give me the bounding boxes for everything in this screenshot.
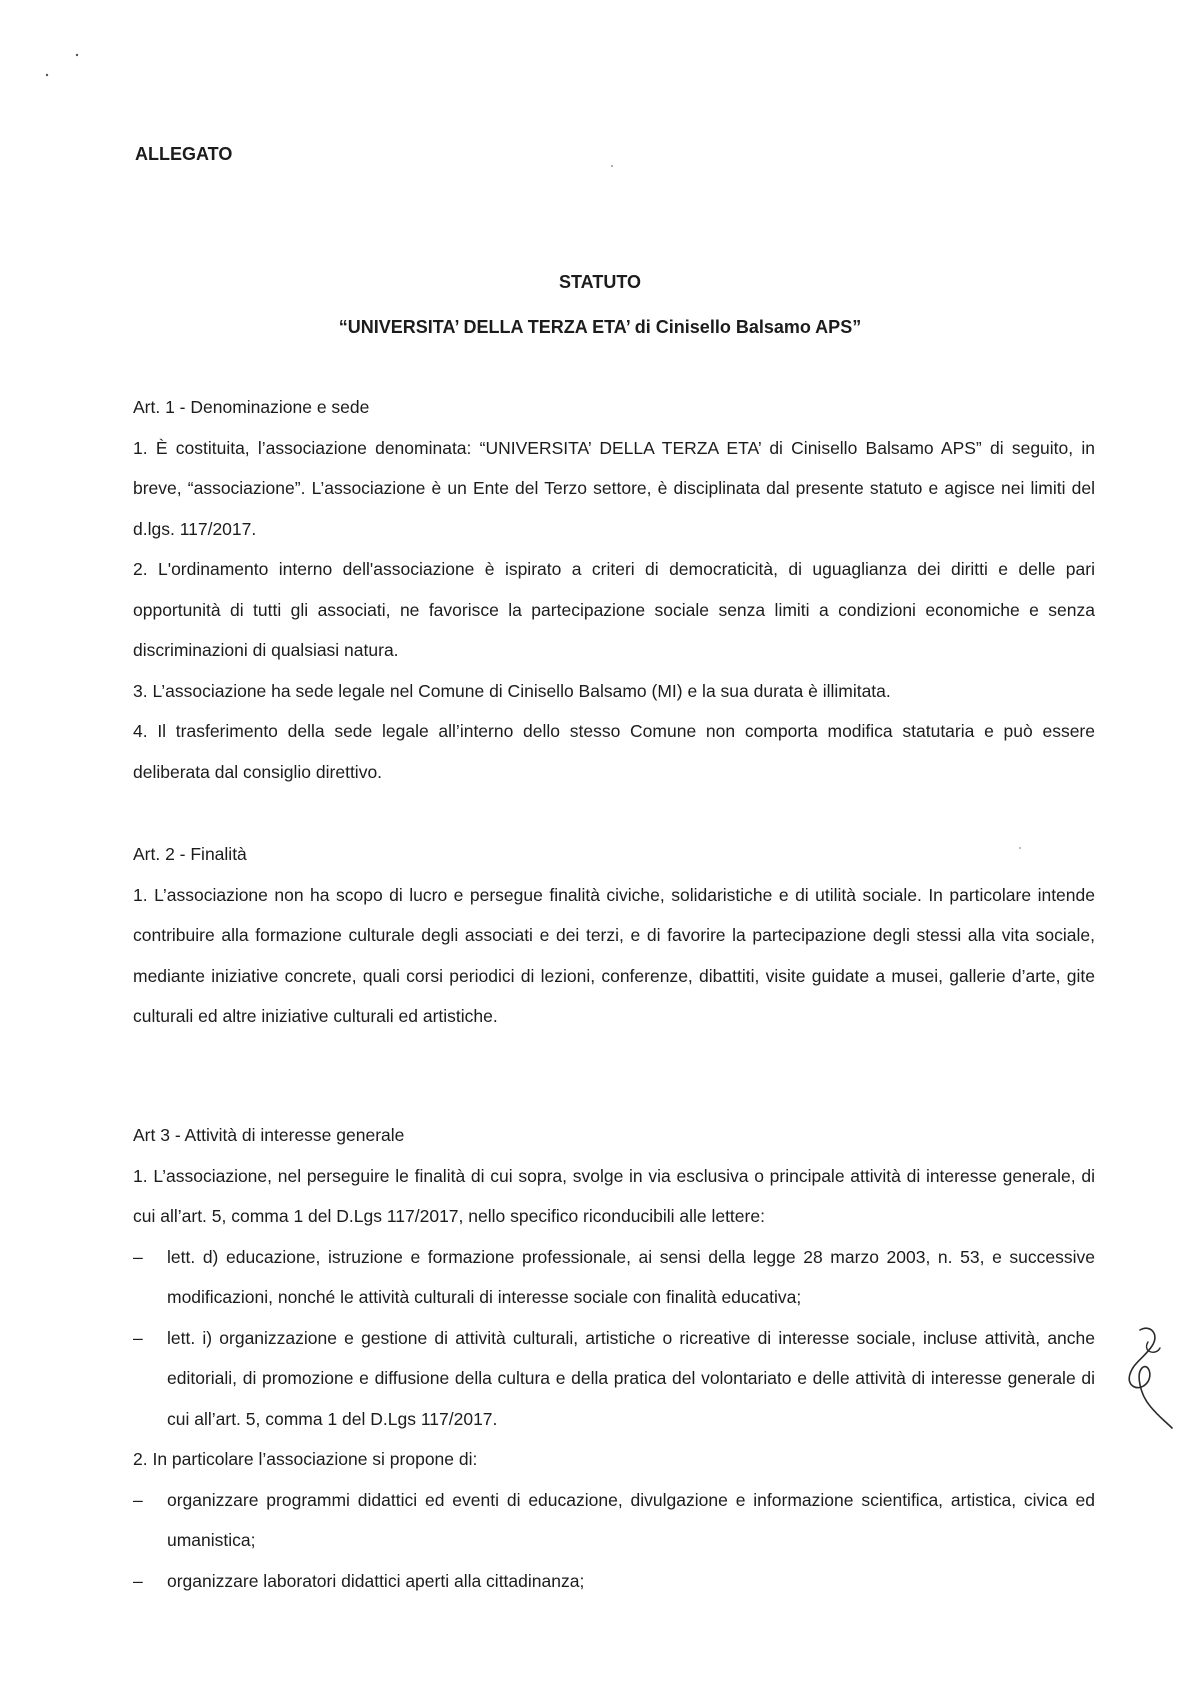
article-2-heading: Art. 2 - Finalità [133, 844, 247, 864]
document-subtitle: “UNIVERSITA’ DELLA TERZA ETA’ di Cinisello Balsamo APS” [338, 317, 862, 337]
attachment-label: ALLEGATO [135, 144, 233, 164]
list-item: – organizzare laboratori didattici aperti alla cittadinanza; [133, 1561, 1095, 1602]
article-1-paragraph-3: 3. L’associazione ha sede legale nel Comune di Cinisello Balsamo (MI) e la sua durata è illimitata. [133, 680, 891, 701]
list-item: – lett. d) educazione, istruzione e formazione professionale, ai sensi della legge 28 marzo 2003, n. 53, e successive modificazioni, nonché le attività culturali di interesse sociale con finalità educativa; [133, 1237, 1095, 1318]
article-1 [133, 387, 1095, 792]
article-1-heading: Art. 1 - Denominazione e sede [133, 397, 370, 417]
document-title: STATUTO [559, 272, 641, 292]
article-3-heading: Art 3 - Attività di interesse generale [133, 1125, 405, 1145]
handwritten-initials [1120, 1322, 1176, 1432]
article-1-paragraph-4: 4. Il trasferimento della sede legale all’interno dello stesso Comune non comporta modifica statutaria e può essere deliberata dal consiglio direttivo. [133, 721, 1095, 782]
article-1-paragraph-1: 1. È costituita, l’associazione denominata: “UNIVERSITA’ DELLA TERZA ETA’ di Cinisello Balsamo APS” di seguito, in breve, “associazione”. L’associazione è un Ente del Terzo settore, è disciplinata dal presente statuto e agisce nei limiti del d.lgs. 117/2017. [133, 437, 1095, 539]
article-2-paragraph-1: 1. L’associazione non ha scopo di lucro e persegue finalità civiche, solidaristiche e di utilità sociale. In particolare intende contribuire alla formazione culturale degli associati e dei terzi, e di favorire la partecipazione degli stessi alla vita sociale, mediante iniziative concrete, quali corsi periodici di lezioni, conferenze, dibattiti, visite guidate a musei, gallerie d’arte, gite culturali ed altre iniziative culturali ed artistiche. [133, 884, 1095, 1026]
article-3-paragraph-1: 1. L’associazione, nel perseguire le finalità di cui sopra, svolge in via esclusiva o principale attività di interesse generale, di cui all’art. 5, comma 1 del D.Lgs 117/2017, nello specifico riconducibili alle lettere: [133, 1165, 1095, 1226]
article-3-purposes-list [133, 1480, 1095, 1602]
article-3-paragraph-2: 2. In particolare l’associazione si propone di: [133, 1449, 478, 1469]
article-3 [133, 1115, 1095, 1601]
article-1-paragraph-2: 2. L'ordinamento interno dell'associazione è ispirato a criteri di democraticità, di uguaglianza dei diritti e delle pari opportunità di tutti gli associati, ne favorisce la partecipazione sociale senza limiti a condizioni economiche e senza discriminazioni di qualsiasi natura. [133, 559, 1095, 660]
list-item: – lett. i) organizzazione e gestione di attività culturali, artistiche o ricreative di interesse sociale, incluse attività, anche editoriali, di promozione e diffusione della cultura e della pratica del volontariato e delle attività di interesse generale di cui all’art. 5, comma 1 del D.Lgs 117/2017. [133, 1318, 1095, 1440]
article-3-letters-list [133, 1237, 1095, 1440]
list-item: – organizzare programmi didattici ed eventi di educazione, divulgazione e informazione scientifica, artistica, civica ed umanistica; [133, 1480, 1095, 1561]
article-2 [133, 834, 1095, 1037]
